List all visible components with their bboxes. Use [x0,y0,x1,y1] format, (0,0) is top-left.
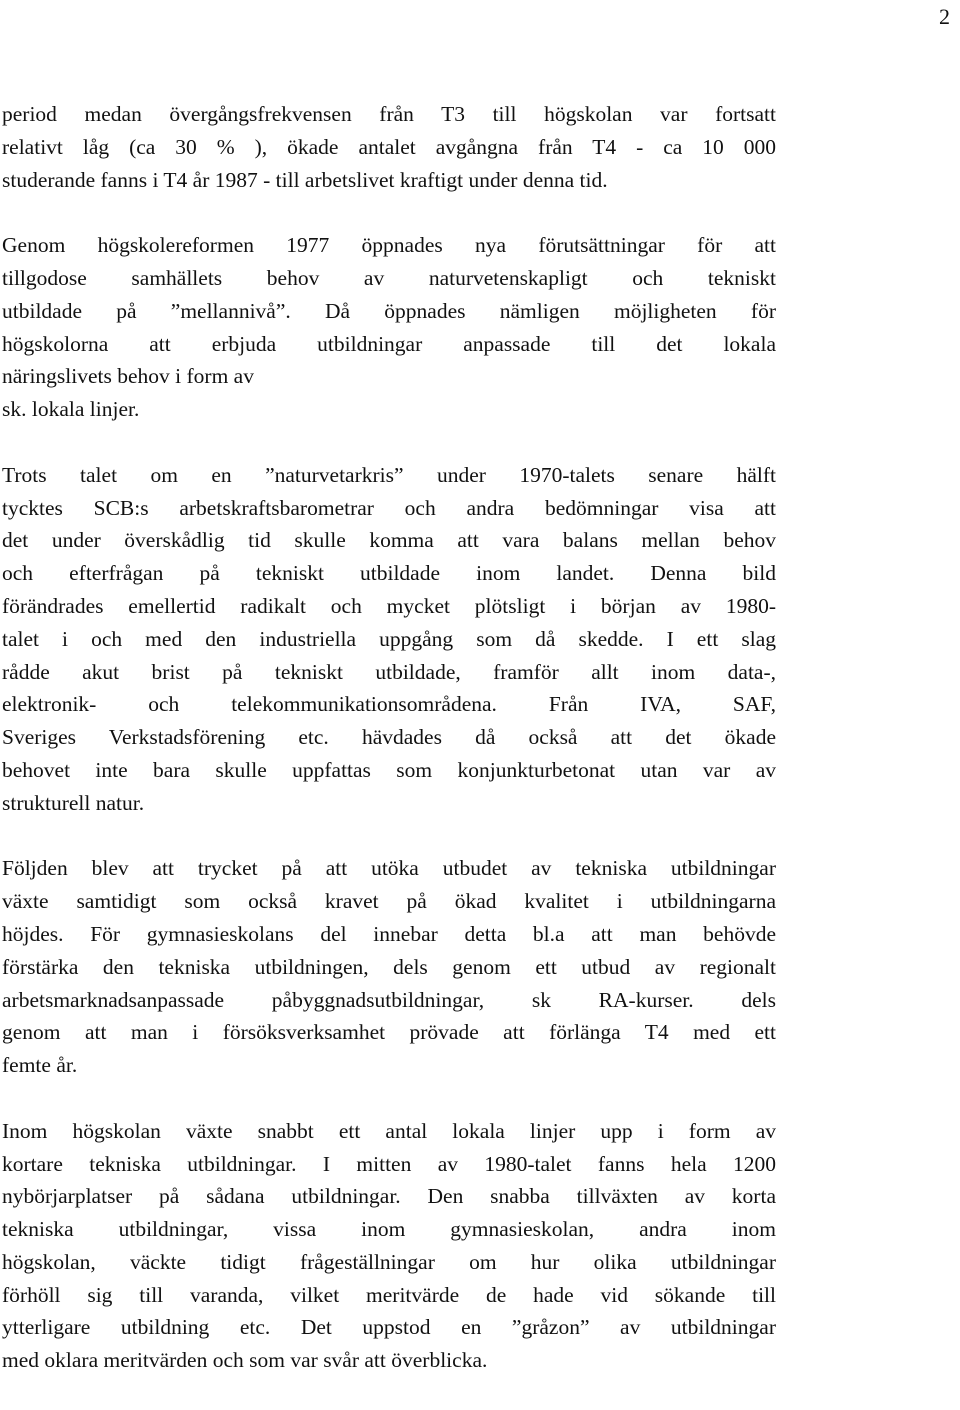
text-line: kortare tekniska utbildningar. I mitten av 1980-talet fanns hela 1200 [2,1151,776,1176]
text-line: genom att man i försöksverksamhet prövade att förlänga T4 med ett [2,1020,776,1045]
text-line: arbetsmarknadsanpassade påbyggnadsutbildningar, sk RA-kurser. dels [2,987,776,1012]
text-line: strukturell natur. [2,790,145,815]
paragraph-4 [2,852,776,1082]
text-line: utbildade på ”mellannivå”. Då öppnades nämligen möjligheten för [2,298,776,323]
text-line: talet i och med den industriella uppgång som då skedde. I ett slag [2,626,776,651]
text-line: förändrades emellertid radikalt och mycket plötsligt i början av 1980- [2,593,776,618]
text-line: förstärka den tekniska utbildningen, dels genom ett utbud av regionalt [2,954,776,979]
text-line: rådde akut brist på tekniskt utbildade, framför allt inom data-, [2,659,776,684]
text-line: med oklara meritvärden och som var svår att överblicka. [2,1348,488,1373]
text-line: högskolan, väckte tidigt frågeställningar om hur olika utbildningar [2,1249,776,1274]
text-line: nybörjarplatser på sådana utbildningar. Den snabba tillväxten av korta [2,1184,776,1209]
text-line: tekniska utbildningar, vissa inom gymnasieskolan, andra inom [2,1217,776,1242]
paragraph-5 [2,1115,776,1377]
page-number: 2 [939,4,950,29]
text-line: behovet inte bara skulle uppfattas som konjunkturbetonat utan var av [2,757,776,782]
text-line: Följden blev att trycket på att utöka utbudet av tekniska utbildningar [2,856,776,881]
text-line: studerande fanns i T4 år 1987 - till arbetslivet kraftigt under denna tid. [2,167,608,192]
text-line: femte år. [2,1053,78,1078]
text-line: det under överskådlig tid skulle komma att vara balans mellan behov [2,528,776,553]
text-line: sk. lokala linjer. [2,397,140,422]
text-line: relativt låg (ca 30 % ), ökade antalet avgångna från T4 - ca 10 000 [2,134,776,159]
text-line: elektronik- och telekommunikationsområdena. Från IVA, SAF, [2,692,776,717]
text-line: Trots talet om en ”naturvetarkris” under 1970-talets senare hälft [2,462,776,487]
paragraph-1 [2,98,776,196]
text-line: höjdes. För gymnasieskolans del innebar detta bl.a att man behövde [2,921,776,946]
paragraph-2 [2,229,776,426]
text-line: ytterligare utbildning etc. Det uppstod en ”gråzon” av utbildningar [2,1315,776,1340]
text-line: förhöll sig till varanda, vilket meritvärde de hade vid sökande till [2,1282,776,1307]
text-line: växte samtidigt som också kravet på ökad kvalitet i utbildningarna [2,889,776,914]
text-line: Inom högskolan växte snabbt ett antal lokala linjer upp i form av [2,1118,776,1143]
text-line: period medan övergångsfrekvensen från T3 till högskolan var fortsatt [2,102,776,126]
text-line: Sveriges Verkstadsförening etc. hävdades då också att det ökade [2,725,776,750]
text-line: Genom högskolereformen 1977 öppnades nya förutsättningar för att [2,233,776,258]
text-line: tycktes SCB:s arbetskraftsbarometrar och andra bedömningar visa att [2,495,776,520]
text-line: och efterfrågan på tekniskt utbildade inom landet. Denna bild [2,561,776,586]
paragraph-3 [2,459,776,820]
document-body [2,98,776,1410]
text-line: tillgodose samhällets behov av naturvetenskapligt och tekniskt [2,265,776,290]
text-line: högskolorna att erbjuda utbildningar anpassade till det lokala [2,331,776,356]
text-line: näringslivets behov i form av [2,364,254,389]
